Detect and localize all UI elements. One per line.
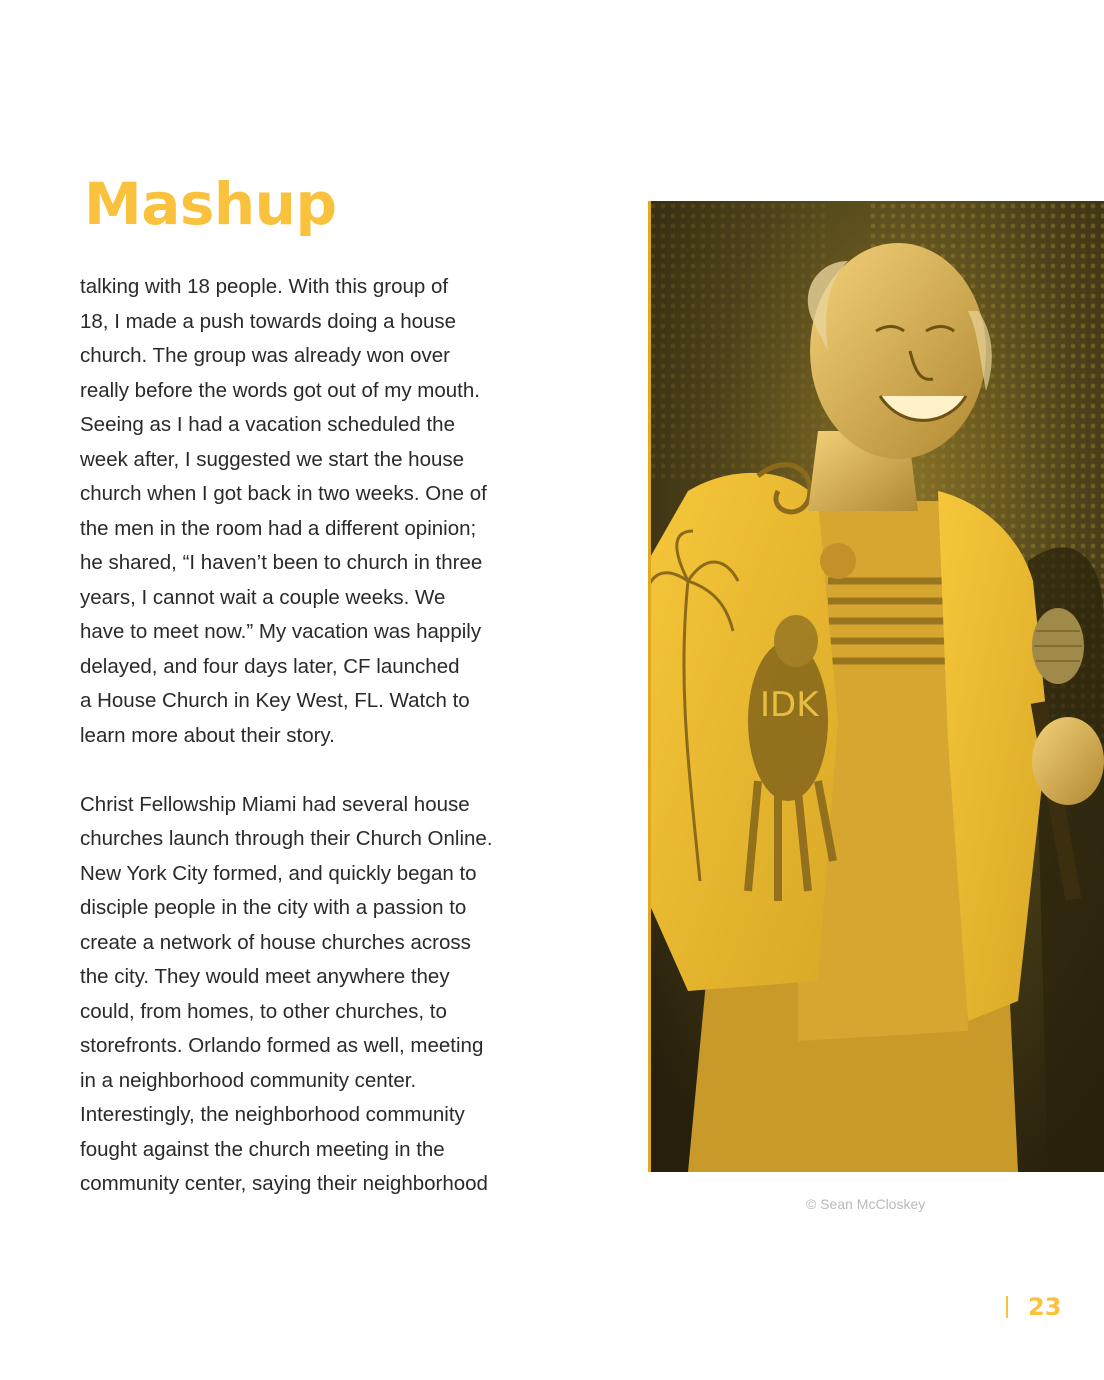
- text-line: Christ Fellowship Miami had several house: [80, 792, 470, 816]
- text-line: disciple people in the city with a passion to: [80, 896, 467, 919]
- text-line: community center, saying their neighborhood: [80, 1172, 488, 1195]
- text-line: learn more about their story.: [80, 723, 335, 747]
- text-line: New York City formed, and quickly began to: [80, 861, 477, 885]
- text-line: a House Church in Key West, FL. Watch to: [80, 689, 470, 712]
- text-line: churches launch through their Church Online.: [80, 827, 493, 850]
- text-line: really before the words got out of my mouth.: [80, 378, 480, 402]
- text-line: could, from homes, to other churches, to: [80, 999, 447, 1023]
- text-line: week after, I suggested we start the house: [80, 447, 465, 471]
- text-line: fought against the church meeting in the: [80, 1137, 445, 1161]
- text-line: create a network of house churches across: [80, 930, 471, 954]
- text-line: the men in the room had a different opinion;: [80, 516, 477, 540]
- text-line: church when I got back in two weeks. One of: [80, 482, 487, 505]
- page-number: 23: [1028, 1293, 1062, 1321]
- text-line: in a neighborhood community center.: [80, 1068, 417, 1092]
- text-line: Seeing as I had a vacation scheduled the: [80, 413, 455, 436]
- text-line: years, I cannot wait a couple weeks. We: [80, 585, 446, 609]
- text-line: storefronts. Orlando formed as well, meeting: [80, 1034, 484, 1057]
- text-line: 18, I made a push towards doing a house: [80, 309, 457, 333]
- text-line: Interestingly, the neighborhood community: [80, 1103, 465, 1126]
- page-divider: [1006, 1296, 1008, 1318]
- paragraph: [80, 270, 550, 753]
- text-line: church. The group was already won over: [80, 344, 450, 367]
- shirt-text: IDK: [760, 685, 819, 725]
- text-line: he shared, “I haven’t been to church in three: [80, 551, 483, 574]
- photo-performer: [648, 201, 1104, 1172]
- paragraph: [80, 788, 550, 1202]
- photo-credit: © Sean McCloskey: [806, 1196, 926, 1212]
- text-line: have to meet now.” My vacation was happily: [80, 620, 482, 643]
- text-line: delayed, and four days later, CF launched: [80, 654, 460, 678]
- text-line: talking with 18 people. With this group of: [80, 275, 449, 298]
- photo-border: [648, 201, 651, 1172]
- text-line: the city. They would meet anywhere they: [80, 965, 450, 988]
- page-title: Mashup: [84, 170, 337, 238]
- page-footer: [1006, 1290, 1061, 1324]
- article-body: [80, 270, 550, 1202]
